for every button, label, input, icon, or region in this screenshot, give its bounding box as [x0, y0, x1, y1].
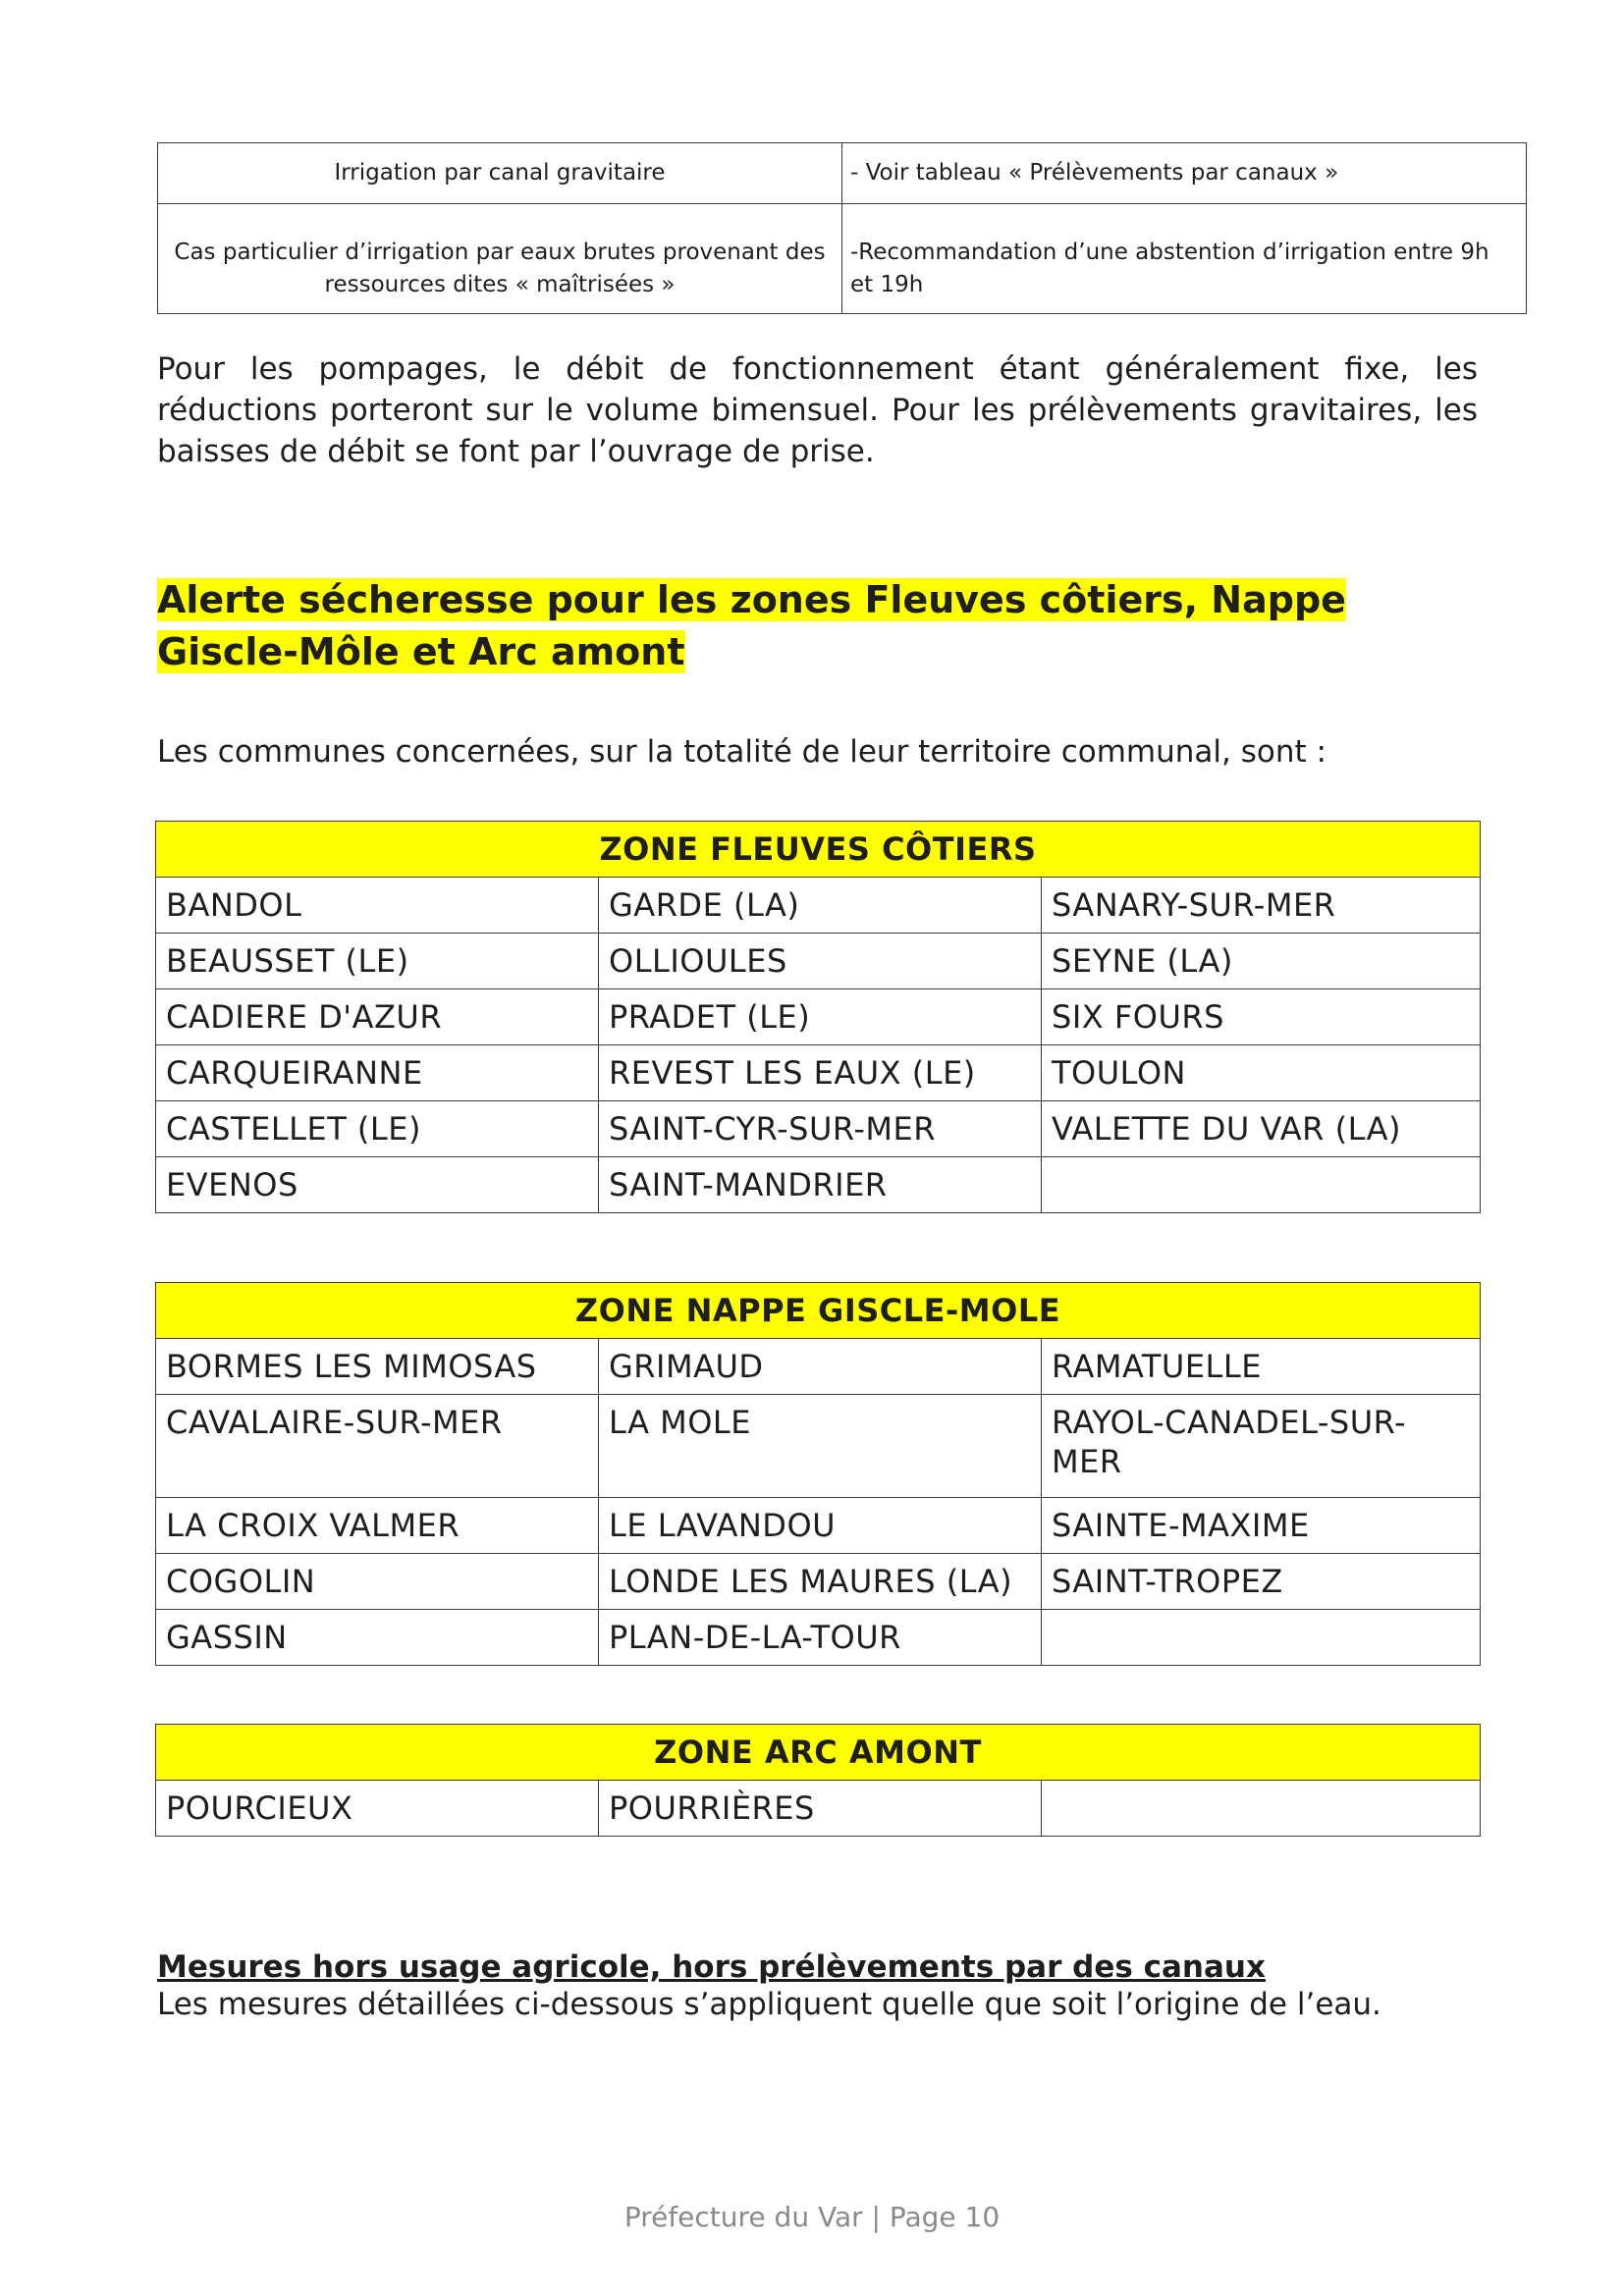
commune-cell: RAMATUELLE — [1042, 1339, 1481, 1395]
zone-table-fleuves-cotiers — [155, 821, 1481, 1213]
commune-cell: OLLIOULES — [599, 934, 1042, 989]
commune-cell: BEAUSSET (LE) — [156, 934, 599, 989]
section-heading — [157, 574, 1492, 678]
zone-header-row — [156, 822, 1481, 878]
intro-text: Les communes concernées, sur la totalité de leur territoire communal, sont : — [157, 734, 1326, 770]
table-row — [156, 878, 1481, 934]
zone-header-row — [156, 1725, 1481, 1781]
table-row — [156, 1157, 1481, 1213]
table-row — [156, 934, 1481, 989]
commune-cell: CADIERE D'AZUR — [156, 989, 599, 1045]
commune-cell: LONDE LES MAURES (LA) — [599, 1554, 1042, 1610]
table-row — [158, 143, 1527, 204]
commune-cell: CASTELLET (LE) — [156, 1101, 599, 1157]
zone-table-nappe-giscle-mole — [155, 1282, 1481, 1666]
irrigation-rule-cell: -Recommandation d’une abstention d’irrigation entre 9h et 19h — [842, 204, 1527, 314]
commune-cell: SEYNE (LA) — [1042, 934, 1481, 989]
commune-cell: SAINT-TROPEZ — [1042, 1554, 1481, 1610]
heading-highlight: Alerte sécheresse pour les zones Fleuves côtiers, Nappe Giscle-Môle et Arc amont — [157, 578, 1346, 673]
commune-cell — [1042, 1610, 1481, 1666]
commune-cell: LA CROIX VALMER — [156, 1498, 599, 1554]
table-row — [156, 1781, 1481, 1837]
commune-cell: PRADET (LE) — [599, 989, 1042, 1045]
commune-cell: LE LAVANDOU — [599, 1498, 1042, 1554]
commune-cell: RAYOL-CANADEL-SUR-MER — [1042, 1395, 1481, 1498]
commune-cell: COGOLIN — [156, 1554, 599, 1610]
zone-table-arc-amont — [155, 1724, 1481, 1837]
irrigation-method-cell: Irrigation par canal gravitaire — [158, 143, 842, 204]
commune-cell: BANDOL — [156, 878, 599, 934]
table-row — [156, 1045, 1481, 1101]
commune-cell: VALETTE DU VAR (LA) — [1042, 1101, 1481, 1157]
commune-cell: GRIMAUD — [599, 1339, 1042, 1395]
commune-cell: GARDE (LA) — [599, 878, 1042, 934]
commune-cell: POURCIEUX — [156, 1781, 599, 1837]
commune-cell: PLAN-DE-LA-TOUR — [599, 1610, 1042, 1666]
commune-cell: SIX FOURS — [1042, 989, 1481, 1045]
commune-cell: GASSIN — [156, 1610, 599, 1666]
commune-cell: EVENOS — [156, 1157, 599, 1213]
table-row — [156, 1101, 1481, 1157]
zone-title: ZONE NAPPE GISCLE-MOLE — [156, 1283, 1481, 1339]
table-row — [156, 1498, 1481, 1554]
commune-cell — [1042, 1157, 1481, 1213]
commune-cell — [1042, 1781, 1481, 1837]
commune-cell: SANARY-SUR-MER — [1042, 878, 1481, 934]
irrigation-rule-cell: - Voir tableau « Prélèvements par canaux » — [842, 143, 1527, 204]
commune-cell: LA MOLE — [599, 1395, 1042, 1498]
commune-cell: TOULON — [1042, 1045, 1481, 1101]
commune-cell: POURRIÈRES — [599, 1781, 1042, 1837]
commune-cell: BORMES LES MIMOSAS — [156, 1339, 599, 1395]
irrigation-method-cell: Cas particulier d’irrigation par eaux brutes provenant des ressources dites « maîtrisées » — [158, 204, 842, 314]
measures-title: Mesures hors usage agricole, hors prélèvements par des canaux — [157, 1949, 1266, 1985]
irrigation-table — [157, 142, 1527, 314]
commune-cell: REVEST LES EAUX (LE) — [599, 1045, 1042, 1101]
pumping-paragraph: Pour les pompages, le débit de fonctionnement étant généralement fixe, les réductions porteront sur le volume bimensuel. Pour les prélèvements gravitaires, les baisses de débit se font par l’ouvrage de prise. — [157, 351, 1478, 469]
commune-cell: CARQUEIRANNE — [156, 1045, 599, 1101]
table-row — [158, 204, 1527, 314]
table-row — [156, 989, 1481, 1045]
table-row — [156, 1395, 1481, 1498]
commune-cell: CAVALAIRE-SUR-MER — [156, 1395, 599, 1498]
table-row — [156, 1339, 1481, 1395]
commune-cell: SAINT-CYR-SUR-MER — [599, 1101, 1042, 1157]
zone-header-row — [156, 1283, 1481, 1339]
measures-text: Les mesures détaillées ci-dessous s’appliquent quelle que soit l’origine de l’eau. — [157, 1987, 1381, 2022]
zone-title: ZONE FLEUVES CÔTIERS — [156, 822, 1481, 878]
commune-cell: SAINT-MANDRIER — [599, 1157, 1042, 1213]
table-row — [156, 1554, 1481, 1610]
commune-cell: SAINTE-MAXIME — [1042, 1498, 1481, 1554]
page-footer: Préfecture du Var | Page 10 — [623, 2201, 1001, 2233]
zone-title: ZONE ARC AMONT — [156, 1725, 1481, 1781]
table-row — [156, 1610, 1481, 1666]
